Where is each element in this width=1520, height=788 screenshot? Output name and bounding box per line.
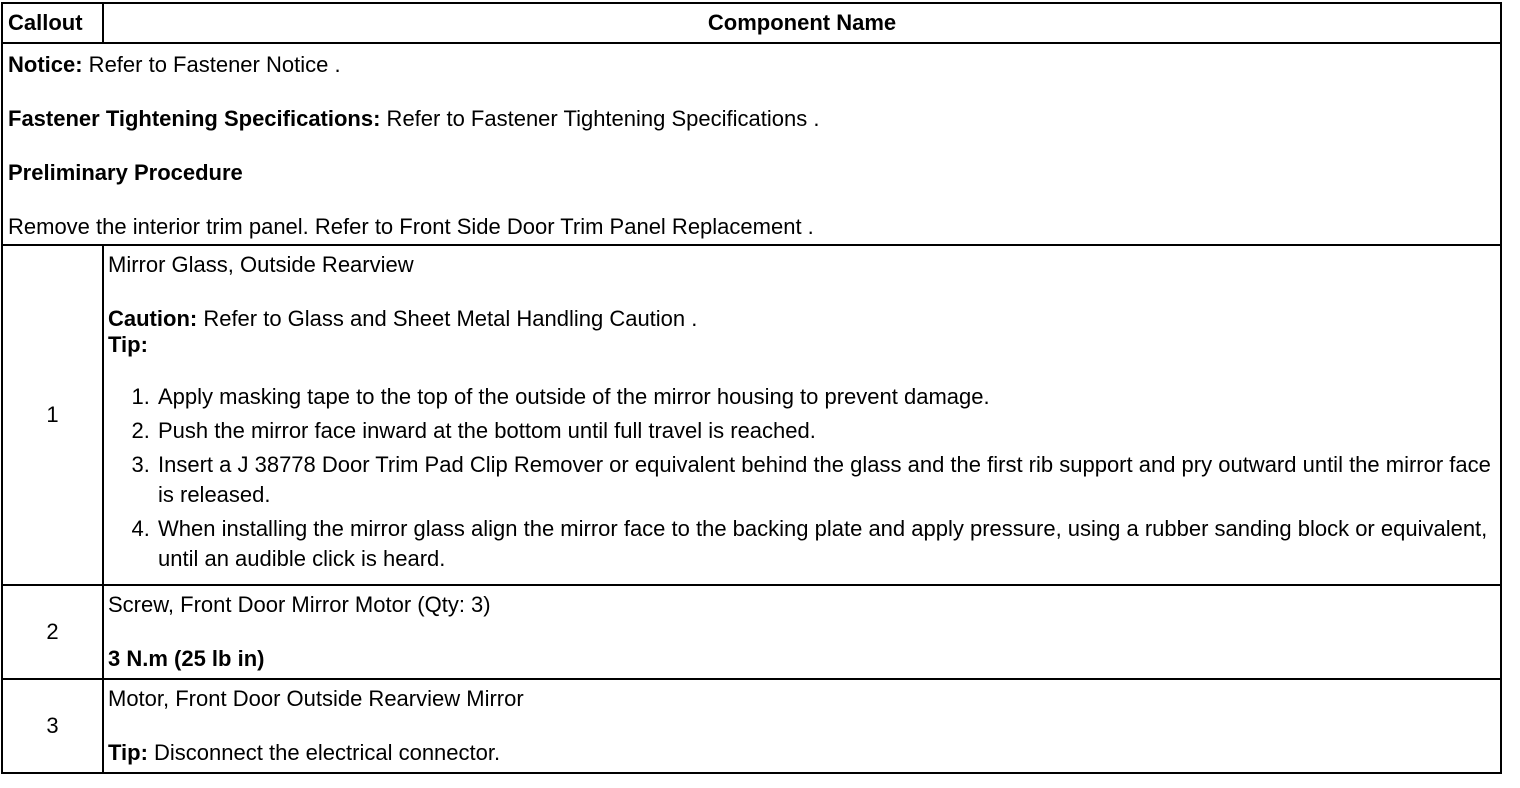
list-item: 3. Insert a J 38778 Door Trim Pad Clip Remover or equivalent behind the glass and the first rib support and pry outward until the mirror face is released. <box>156 450 1495 510</box>
tip-line <box>108 332 1495 358</box>
notice-label: Notice: <box>8 52 83 77</box>
fastener-spec-label: Fastener Tightening Specifications: <box>8 106 381 131</box>
torque-spec: 3 N.m (25 lb in) <box>108 646 265 671</box>
component-description <box>103 585 1501 679</box>
table-row <box>2 585 1501 679</box>
notice-line <box>8 52 1495 78</box>
component-description <box>103 245 1501 585</box>
caution-label: Caution: <box>108 306 198 331</box>
fastener-spec-line <box>8 106 1495 132</box>
callout-number: 1 <box>2 245 103 585</box>
preliminary-heading: Preliminary Procedure <box>8 160 243 185</box>
table-row <box>2 245 1501 585</box>
callout-column-header: Callout <box>2 3 103 43</box>
remove-trim-text: Remove the interior trim panel. Refer to Front Side Door Trim Panel Replacement . <box>8 214 814 239</box>
tip-label: Tip: <box>108 740 148 765</box>
callout-number: 3 <box>2 679 103 773</box>
caution-line <box>108 306 1495 332</box>
table-header-row <box>2 3 1501 43</box>
tip-line <box>108 740 1495 766</box>
component-name-column-header: Component Name <box>103 3 1501 43</box>
callout-number: 2 <box>2 585 103 679</box>
component-name: Motor, Front Door Outside Rearview Mirror <box>108 686 524 711</box>
fastener-spec-text: Refer to Fastener Tightening Specifications . <box>380 106 820 131</box>
component-table <box>1 2 1502 774</box>
component-name: Mirror Glass, Outside Rearview <box>108 252 414 277</box>
caution-text: Refer to Glass and Sheet Metal Handling Caution . <box>197 306 698 331</box>
notice-text: Refer to Fastener Notice . <box>82 52 341 77</box>
tip-text: Disconnect the electrical connector. <box>147 740 501 765</box>
list-item: 2. Push the mirror face inward at the bottom until full travel is reached. <box>156 416 1495 446</box>
notes-row <box>2 43 1501 245</box>
component-description <box>103 679 1501 773</box>
tip-label: Tip: <box>108 332 148 357</box>
component-name: Screw, Front Door Mirror Motor (Qty: 3) <box>108 592 491 617</box>
notes-cell <box>2 43 1501 245</box>
table-row <box>2 679 1501 773</box>
list-item: 1. Apply masking tape to the top of the outside of the mirror housing to prevent damage. <box>156 382 1495 412</box>
list-item: 4. When installing the mirror glass align the mirror face to the backing plate and apply pressure, using a rubber sanding block or equivalent, until an audible click is heard. <box>156 514 1495 574</box>
tip-steps-list <box>108 382 1495 574</box>
